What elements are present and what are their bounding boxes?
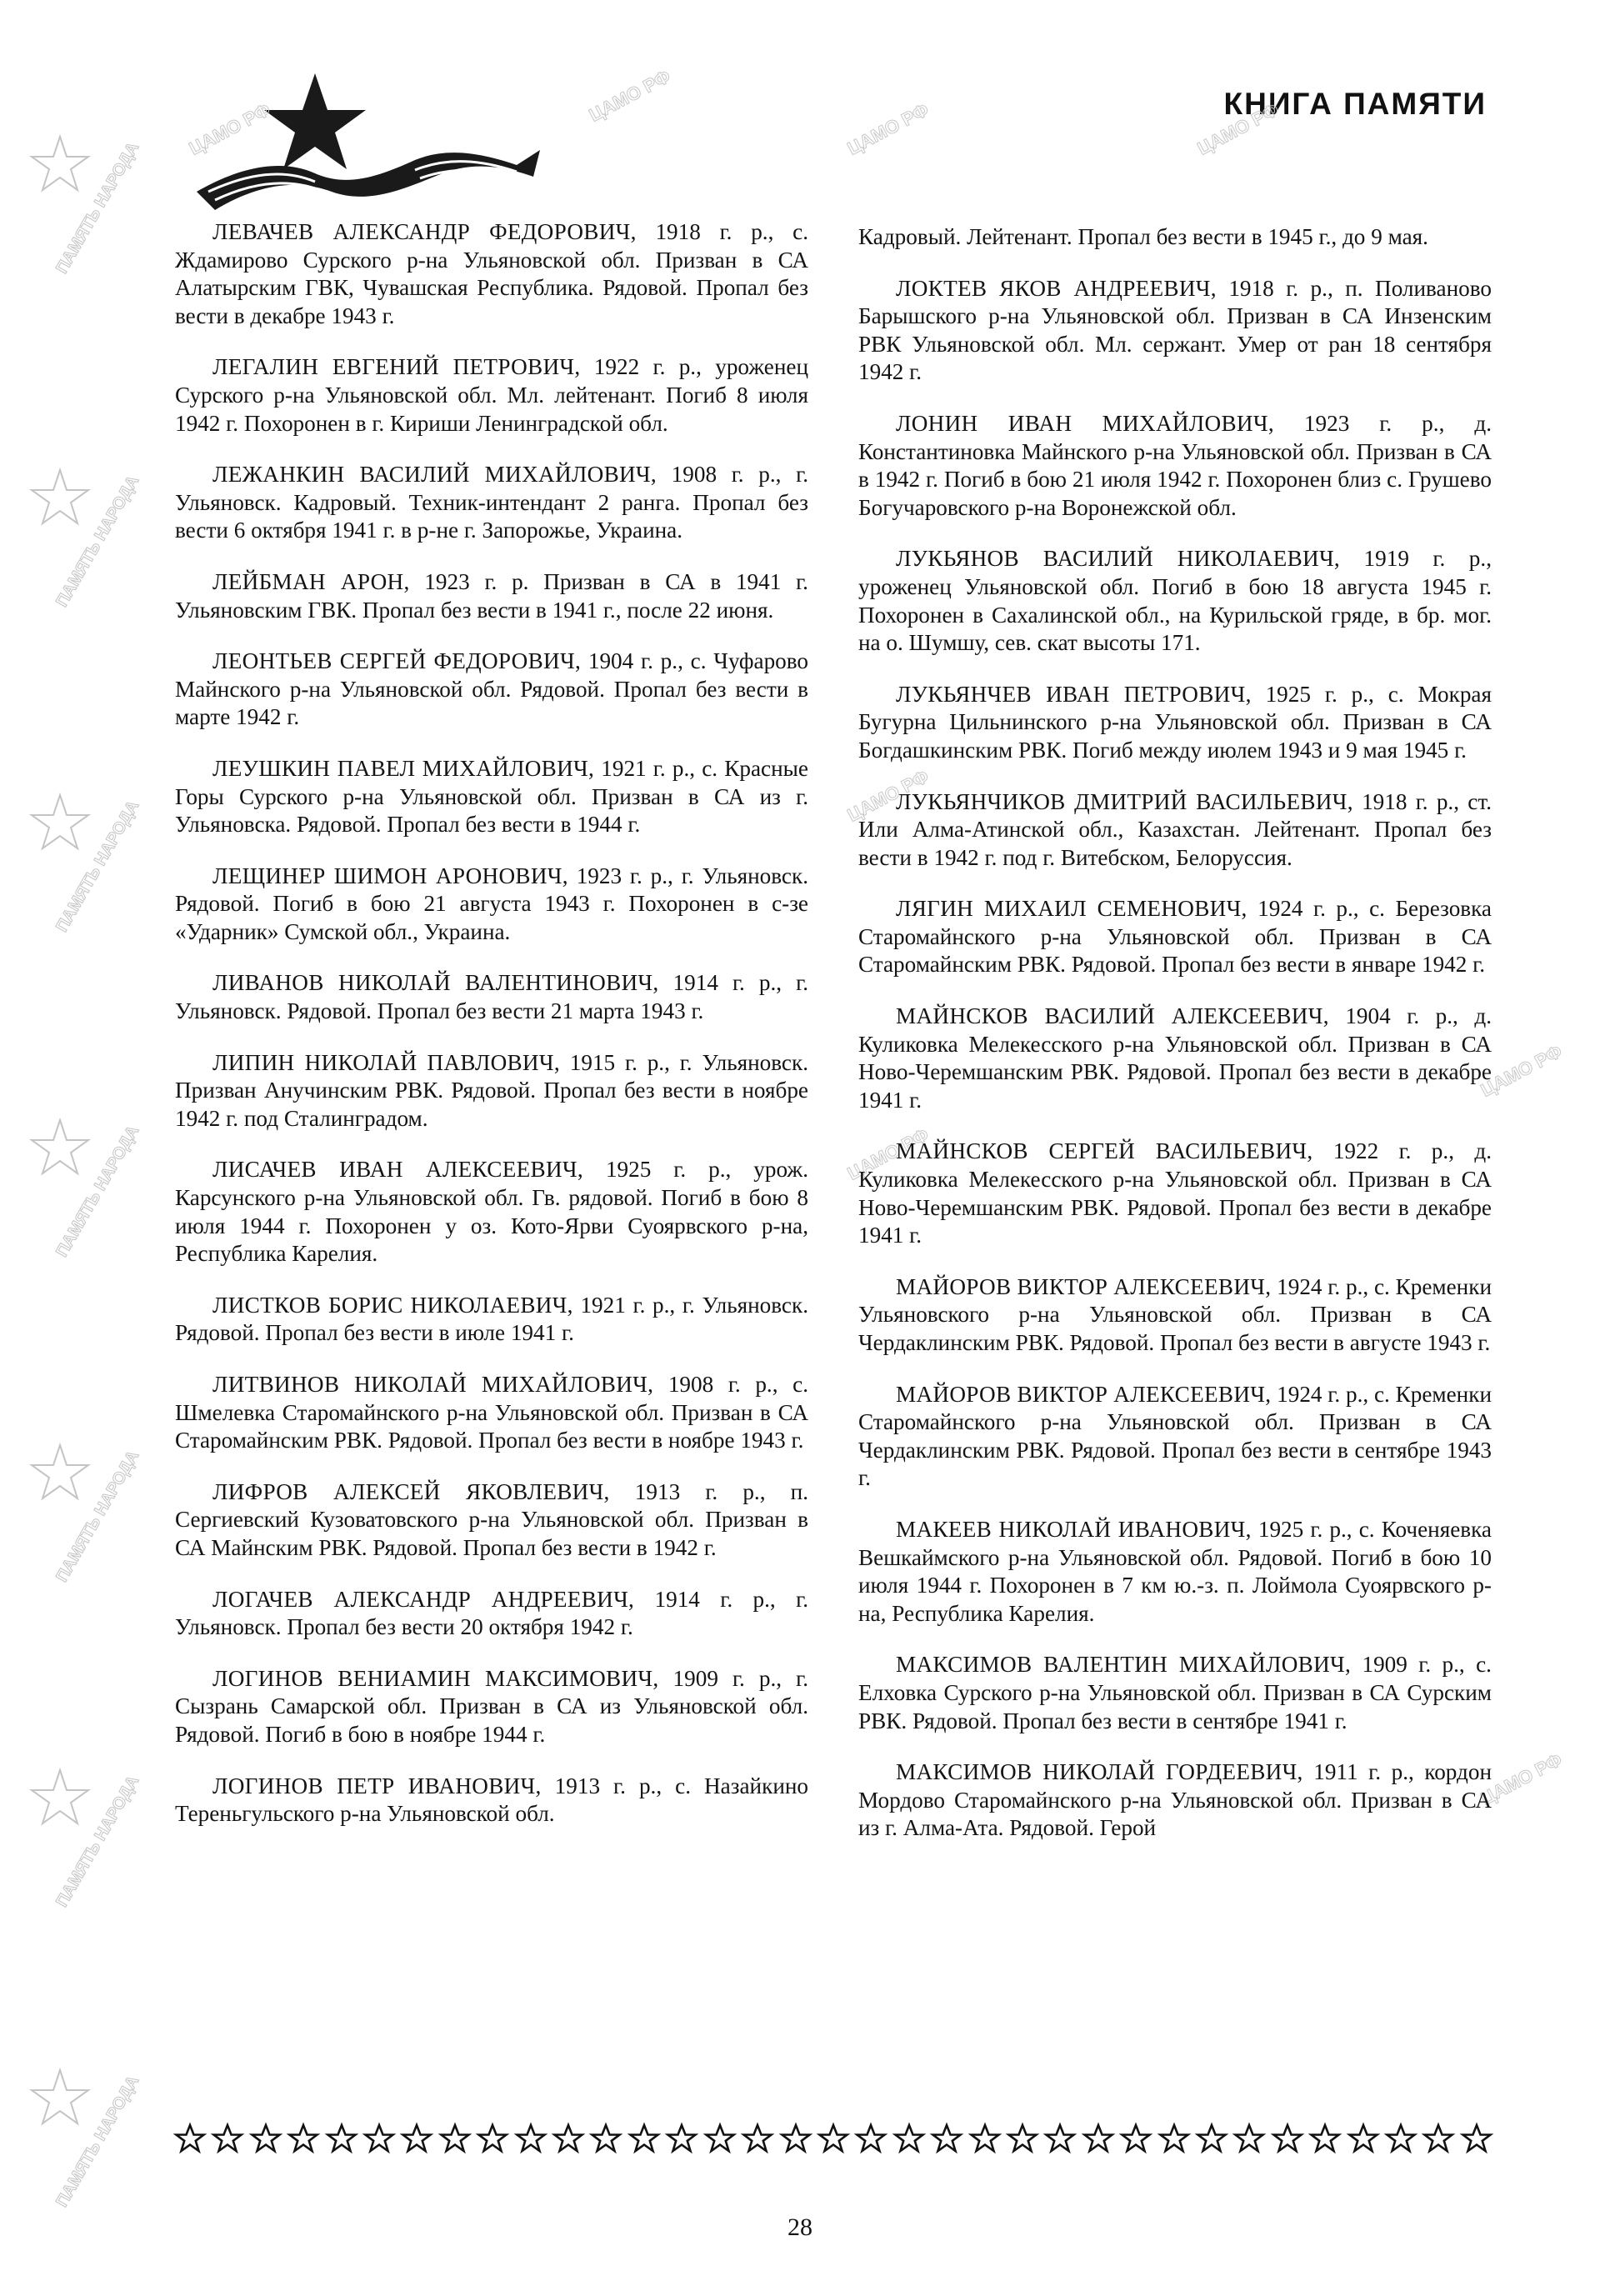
memory-watermark — [18, 1442, 143, 1608]
entry-text: 1911 г. р., кордон Мордово Старомайнского р-на Ульяновской обл. Призван в СА из г. Алма-Ата. Рядовой. Герой — [858, 1759, 1492, 1841]
memorial-entry — [175, 1478, 808, 1563]
memorial-entry — [858, 1651, 1492, 1735]
page-number: 28 — [788, 2213, 812, 2241]
svg-text:ЦАМО РФ: ЦАМО РФ — [585, 65, 674, 126]
entry-name: МАЙНСКОВ СЕРГЕЙ ВАСИЛЬЕВИЧ, — [896, 1138, 1313, 1164]
star-icon — [705, 2123, 735, 2153]
entry-name: ЛИТВИНОВ НИКОЛАЙ МИХАЙЛОВИЧ, — [212, 1372, 654, 1397]
entry-text: 1908 г. р., г. Ульяновск. Кадровый. Техник-интендант 2 ранга. Пропал без вести 6 октября 1941 г. в р-не г. Запорожье, Украина. — [175, 462, 809, 543]
memorial-entry — [858, 1138, 1492, 1249]
entry-name: МАКСИМОВ НИКОЛАЙ ГОРДЕЕВИЧ, — [896, 1759, 1303, 1785]
entry-name: ЛЕГАЛИН ЕВГЕНИЙ ПЕТРОВИЧ, — [212, 354, 581, 380]
entry-text: 1909 г. р., с. Елховка Сурского р-на Ульяновской обл. Призван в СА Сурским РВК. Рядовой. Пропал без вести в сентябре 1941 г. — [858, 1652, 1492, 1733]
star-icon — [1462, 2123, 1492, 2153]
star-icon — [402, 2123, 432, 2153]
star-icon — [591, 2123, 621, 2153]
entry-name: ЛИСАЧЕВ ИВАН АЛЕКСЕЕВИЧ, — [212, 1157, 583, 1183]
star-icon — [667, 2123, 697, 2153]
memorial-entry — [175, 1586, 808, 1642]
entry-text: 1925 г. р., с. Коченяевка Вешкаймского р-на Ульяновской обл. Рядовой. Погиб в бою 10 июля 1944 г. Похоронен в 7 км ю.-з. п. Лоймола Суоярвского р-на, Республика Карелия. — [858, 1516, 1492, 1626]
entry-name: ЛУКЬЯНОВ ВАСИЛИЙ НИКОЛАЕВИЧ, — [896, 546, 1341, 572]
memory-watermark — [18, 133, 143, 300]
entry-text: 1921 г. р., г. Ульяновск. Рядовой. Пропал без вести в июле 1941 г. — [175, 1292, 809, 1346]
svg-text:ПАМЯТЬ НАРОДА: ПАМЯТЬ НАРОДА — [52, 139, 143, 278]
memorial-entry — [175, 461, 808, 545]
memorial-entry — [175, 1049, 808, 1133]
entry-name: МАЙНСКОВ ВАСИЛИЙ АЛЕКСЕЕВИЧ, — [896, 1003, 1329, 1029]
entry-text: 1919 г. р., уроженец Ульяновской обл. Погиб в бою 18 августа 1945 г. Похоронен в Сахалинской обл., на Курильской гряде, в бр. мог. на о. Шумшу, сев. скат высоты 171. — [858, 546, 1492, 656]
camo-watermark — [175, 98, 283, 159]
star-icon — [288, 2123, 318, 2153]
entry-name: МАКЕЕВ НИКОЛАЙ ИВАНОВИЧ, — [896, 1516, 1252, 1542]
entry-name: ЛИПИН НИКОЛАЙ ПАВЛОВИЧ, — [212, 1049, 560, 1075]
entry-text: 1922 г. р., уроженец Сурского р-на Ульяновской обл. Мл. лейтенант. Погиб 8 июля 1942 г. Похоронен в г. Кириши Ленинградской обл. — [175, 354, 808, 436]
star-icon — [818, 2123, 848, 2153]
star-icon — [1310, 2123, 1340, 2153]
star-icon — [894, 2123, 924, 2153]
star-icon — [1121, 2123, 1151, 2153]
memorial-entry — [175, 1665, 808, 1749]
memorial-entry — [175, 1773, 808, 1828]
memorial-entry — [175, 969, 808, 1025]
entry-name: ЛУКЬЯНЧИКОВ ДМИТРИЙ ВАСИЛЬЕВИЧ, — [896, 788, 1353, 814]
svg-text:ПАМЯТЬ НАРОДА: ПАМЯТЬ НАРОДА — [52, 1123, 143, 1261]
svg-text:ЦАМО РФ: ЦАМО РФ — [843, 1123, 932, 1184]
memorial-entry — [858, 1273, 1492, 1358]
star-icon — [1083, 2123, 1113, 2153]
entry-text: 1918 г. р., п. Поливаново Барышского р-на Ульяновской обл. Призван в СА Инзенским РВК Ульяновской обл. Мл. сержант. Умер от ран 18 сентября 1942 г. — [858, 275, 1492, 385]
camo-watermark — [833, 98, 942, 159]
entry-text: 1914 г. р., г. Ульяновск. Рядовой. Пропал без вести 21 марта 1943 г. — [175, 970, 809, 1024]
left-column — [175, 218, 808, 1852]
entry-text: 1908 г. р., с. Шмелевка Старомайнского р-на Ульяновской обл. Призван в СА Старомайнским РВК. Рядовой. Пропал без вести в ноябре 1943 г. — [175, 1372, 808, 1453]
entry-name: ЛОНИН ИВАН МИХАЙЛОВИЧ, — [896, 410, 1274, 436]
entry-name: ЛЕУШКИН ПАВЕЛ МИХАЙЛОВИЧ, — [212, 755, 595, 781]
svg-text:ЦАМО РФ: ЦАМО РФ — [1477, 1748, 1566, 1809]
entry-text: 1923 г. р., д. Константиновка Майнского р-на Ульяновской обл. Призван в СА в 1942 г. Погиб в бою 21 июля 1942 г. Похоронен близ с. Грушево Богучаровского р-на Воронежской обл. — [858, 410, 1492, 520]
svg-text:ЦАМО РФ: ЦАМО РФ — [843, 98, 932, 159]
memorial-entry — [175, 353, 808, 438]
star-icon — [1197, 2123, 1227, 2153]
entry-text: 1909 г. р., г. Сызрань Самарской обл. Призван в СА из Ульяновской обл. Рядовой. Погиб в бою в ноябре 1944 г. — [175, 1665, 808, 1747]
right-column — [858, 223, 1492, 1866]
svg-text:ПАМЯТЬ НАРОДА: ПАМЯТЬ НАРОДА — [52, 473, 143, 611]
svg-text:ПАМЯТЬ НАРОДА: ПАМЯТЬ НАРОДА — [52, 1773, 143, 1911]
star-icon — [1386, 2123, 1416, 2153]
memory-watermark — [18, 1767, 143, 1933]
star-icon — [1159, 2123, 1189, 2153]
entry-text: 1904 г. р., д. Куликовка Мелекесского р-на Ульяновской обл. Призван в СА Ново-Черемшанским РВК. Рядовой. Пропал без вести в декабре 1941 г. — [858, 1003, 1492, 1113]
entry-text: 1918 г. р., с. Ждамирово Сурского р-на Ульяновской обл. Призван в СА Алатырским ГВК, Чувашская Республика. Рядовой. Пропал без вести в декабре 1943 г. — [175, 219, 809, 328]
entry-text: 1924 г. р., с. Кременки Ульяновского р-на Ульяновской обл. Призван в СА Чердаклинским РВК. Рядовой. Пропал без вести в августе 1943 г. — [858, 1273, 1492, 1355]
entry-name: МАЙОРОВ ВИКТОР АЛЕКСЕЕВИЧ, — [896, 1381, 1272, 1407]
memorial-entry — [175, 755, 808, 839]
entry-text: 1924 г. р., с. Кременки Старомайнского р-на Ульяновской обл. Призван в СА Чердаклинским РВК. Рядовой. Пропал без вести в сентябре 1943 г. — [858, 1381, 1492, 1491]
star-divider — [175, 2123, 1492, 2153]
memorial-entry — [858, 1381, 1492, 1493]
memorial-entry — [858, 895, 1492, 979]
entry-text: 1924 г. р., с. Березовка Старомайнского р-на Ульяновской обл. Призван в СА Старомайнским РВК. Рядовой. Пропал без вести в январе 1942 г. — [858, 896, 1492, 978]
entry-text: 1904 г. р., с. Чуфарово Майнского р-на Ульяновской обл. Рядовой. Пропал без вести в марте 1942 г. — [175, 648, 808, 730]
star-icon — [212, 2123, 242, 2153]
memory-watermark — [18, 2067, 143, 2233]
svg-text:ЦАМО РФ: ЦАМО РФ — [1193, 98, 1282, 159]
entry-name: ЛОГИНОВ ВЕНИАМИН МАКСИМОВИЧ, — [212, 1665, 659, 1691]
star-icon — [781, 2123, 811, 2153]
running-title: КНИГА ПАМЯТИ — [1223, 87, 1487, 121]
memory-watermark — [18, 467, 143, 633]
star-icon — [175, 2123, 205, 2153]
camo-watermark — [575, 65, 683, 126]
star-icon — [932, 2123, 962, 2153]
entry-continuation: Кадровый. Лейтенант. Пропал без вести в 1945 г., до 9 мая. — [858, 224, 1428, 249]
memorial-entry — [858, 1516, 1492, 1628]
svg-text:ПАМЯТЬ НАРОДА: ПАМЯТЬ НАРОДА — [52, 798, 143, 936]
star-icon — [970, 2123, 1000, 2153]
memorial-entry — [175, 1371, 808, 1455]
svg-text:ПАМЯТЬ НАРОДА: ПАМЯТЬ НАРОДА — [52, 2073, 143, 2211]
memorial-entry — [175, 218, 808, 330]
entry-text: 1918 г. р., ст. Или Алма-Атинской обл., Казахстан. Лейтенант. Пропал без вести в 1942 г. под г. Витебском, Белоруссия. — [858, 788, 1492, 870]
entry-name: ЛУКЬЯНЧЕВ ИВАН ПЕТРОВИЧ, — [896, 681, 1252, 707]
star-icon — [327, 2123, 357, 2153]
entry-name: ЛЕОНТЬЕВ СЕРГЕЙ ФЕДОРОВИЧ, — [212, 648, 582, 674]
star-icon — [478, 2123, 508, 2153]
entry-name: ЛОГАЧЕВ АЛЕКСАНДР АНДРЕЕВИЧ, — [212, 1586, 635, 1612]
memorial-entry — [858, 788, 1492, 873]
entry-text: 1925 г. р., урож. Карсунского р-на Ульяновской обл. Гв. рядовой. Погиб в бою 8 июля 1944 г. Похоронен у оз. Кото-Ярви Суоярвского р-на, Республика Карелия. — [175, 1157, 808, 1267]
memorial-entry — [175, 863, 808, 947]
star-icon — [251, 2123, 281, 2153]
entry-text: 1925 г. р., с. Мокрая Бугурна Цильнинского р-на Ульяновской обл. Призван в СА Богдашкинским РВК. Погиб между июлем 1943 и 9 мая 1945 г. — [858, 681, 1492, 763]
entry-name: ЛЯГИН МИХАИЛ СЕМЕНОВИЧ, — [896, 896, 1248, 922]
star-icon — [1423, 2123, 1453, 2153]
star-icon — [1008, 2123, 1038, 2153]
star-icon — [856, 2123, 886, 2153]
entry-text: 1915 г. р., г. Ульяновск. Призван Анучинским РВК. Рядовой. Пропал без вести в ноябре 1942 г. под Сталинградом. — [175, 1049, 808, 1131]
memory-watermark — [18, 792, 143, 958]
entry-text: 1921 г. р., с. Красные Горы Сурского р-на Ульяновской обл. Призван в СА из г. Ульяновска. Рядовой. Пропал без вести в 1944 г. — [175, 755, 808, 838]
svg-text:ПАМЯТЬ НАРОДА: ПАМЯТЬ НАРОДА — [52, 1448, 143, 1586]
memorial-entry — [858, 410, 1492, 522]
star-icon — [553, 2123, 583, 2153]
star-icon — [1234, 2123, 1264, 2153]
star-icon — [440, 2123, 470, 2153]
entry-name: МАЙОРОВ ВИКТОР АЛЕКСЕЕВИЧ, — [896, 1273, 1272, 1299]
entry-text: 1922 г. р., д. Куликовка Мелекесского р-на Ульяновской обл. Призван в СА Ново-Черемшанским РВК. Рядовой. Пропал без вести в декабре 1941 г. — [858, 1138, 1492, 1248]
svg-text:ЦАМО РФ: ЦАМО РФ — [843, 765, 932, 826]
star-icon — [1272, 2123, 1302, 2153]
entry-name: ЛОГИНОВ ПЕТР ИВАНОВИЧ, — [212, 1773, 542, 1798]
camo-watermark — [1183, 98, 1292, 159]
star-icon — [742, 2123, 772, 2153]
entry-text: 1914 г. р., г. Ульяновск. Пропал без вести 20 октября 1942 г. — [175, 1586, 808, 1640]
entry-text: 1923 г. р., г. Ульяновск. Рядовой. Погиб в бою 21 августа 1943 г. Похоронен в с-зе «Ударник» Сумской обл., Украина. — [175, 863, 809, 944]
entry-name: МАКСИМОВ ВАЛЕНТИН МИХАЙЛОВИЧ, — [896, 1652, 1352, 1678]
memorial-entry — [858, 1003, 1492, 1114]
memorial-entry — [175, 648, 808, 732]
entry-name: ЛЕЖАНКИН ВАСИЛИЙ МИХАЙЛОВИЧ, — [212, 462, 658, 488]
memory-watermark — [18, 1117, 143, 1283]
memorial-entry — [858, 1758, 1492, 1843]
memorial-entry — [858, 681, 1492, 765]
entry-name: ЛИСТКОВ БОРИС НИКОЛАЕВИЧ, — [212, 1292, 573, 1318]
star-ribbon-icon — [190, 67, 557, 233]
entry-name: ЛИВАНОВ НИКОЛАЙ ВАЛЕНТИНОВИЧ, — [212, 970, 659, 996]
entry-name: ЛЕЩИНЕР ШИМОН АРОНОВИЧ, — [212, 863, 568, 888]
memorial-entry — [858, 545, 1492, 657]
star-icon — [516, 2123, 546, 2153]
svg-text:ЦАМО РФ: ЦАМО РФ — [185, 98, 274, 159]
star-icon — [629, 2123, 659, 2153]
entry-name: ЛЕЙБМАН АРОН, — [212, 568, 410, 594]
star-icon — [1348, 2123, 1378, 2153]
entry-name: ЛОКТЕВ ЯКОВ АНДРЕЕВИЧ, — [896, 275, 1217, 301]
memorial-entry — [858, 275, 1492, 387]
memorial-entry — [175, 1156, 808, 1268]
entry-name: ЛЕВАЧЕВ АЛЕКСАНДР ФЕДОРОВИЧ, — [212, 219, 637, 244]
star-icon — [364, 2123, 394, 2153]
entry-text: 1913 г. р., с. Назайкино Тереньгульского р-на Ульяновской обл. — [175, 1773, 809, 1827]
entry-name: ЛИФРОВ АЛЕКСЕЙ ЯКОВЛЕВИЧ, — [212, 1478, 610, 1504]
star-icon — [1045, 2123, 1075, 2153]
entry-text: 1913 г. р., п. Сергиевский Кузоватовского р-на Ульяновской обл. Призван в СА Майнским РВК. Рядовой. Пропал без вести в 1942 г. — [175, 1478, 809, 1560]
entry-text: 1923 г. р. Призван в СА в 1941 г. Ульяновским ГВК. Пропал без вести в 1941 г., после 22 июня. — [175, 568, 808, 623]
memorial-entry — [175, 568, 808, 624]
memorial-entry — [175, 1292, 808, 1348]
svg-text:ЦАМО РФ: ЦАМО РФ — [1477, 1040, 1566, 1101]
